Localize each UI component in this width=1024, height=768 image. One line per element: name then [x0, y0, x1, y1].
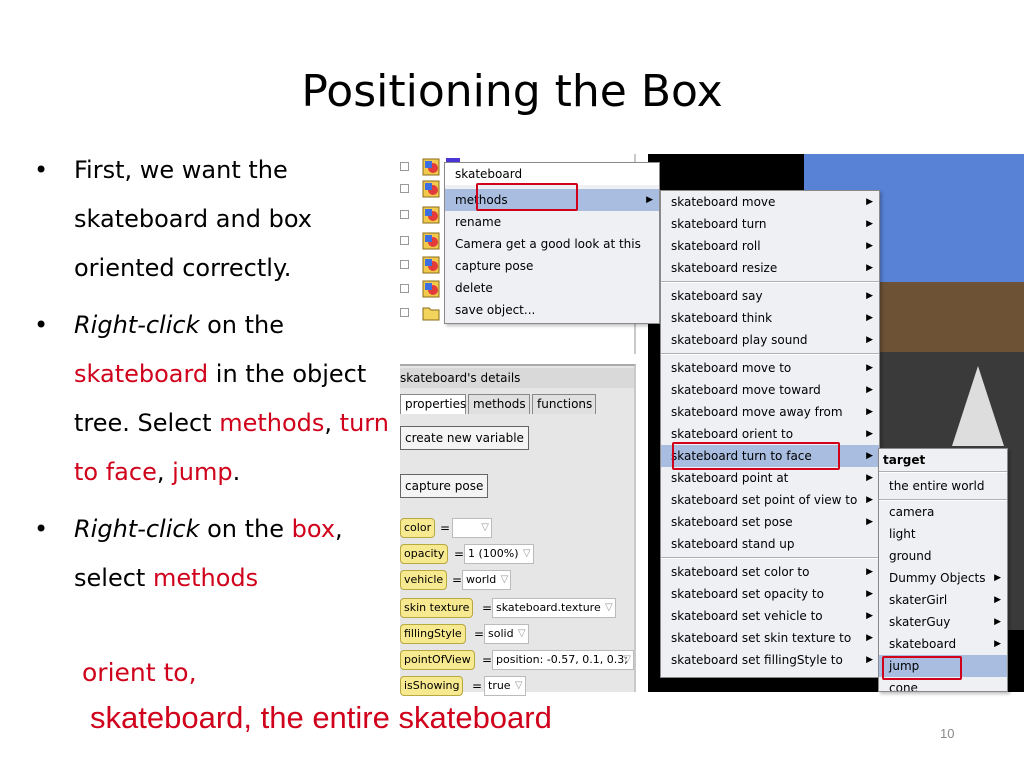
submenu-arrow-icon: ▶ [994, 573, 1001, 583]
method-label: skateboard say [671, 289, 763, 303]
bullet-3-part4: , select [74, 515, 343, 592]
method-item[interactable] [661, 605, 879, 627]
bullet-2-part3: skateboard [74, 360, 209, 388]
tab-methods[interactable]: methods [468, 394, 530, 414]
bullet-dot: • [34, 515, 49, 543]
target-menu-header: target [883, 453, 926, 467]
submenu-arrow-icon: ▶ [866, 451, 873, 461]
submenu-arrow-icon: ▶ [866, 263, 873, 273]
extra-instruction-line1: orient to, [82, 658, 197, 687]
bullet-3 [30, 505, 400, 603]
menu-item-label: methods [455, 193, 508, 207]
submenu-arrow-icon: ▶ [866, 335, 873, 345]
menu-separator [879, 471, 1007, 473]
object-icon [422, 180, 440, 198]
bullet-2-part7: turn to face [74, 409, 389, 486]
equals-sign: = [482, 653, 493, 667]
target-label: skateboard [889, 637, 957, 651]
equals-sign: = [472, 679, 483, 693]
method-item[interactable] [661, 379, 879, 401]
object-icon [422, 280, 440, 298]
method-label: skateboard set color to [671, 565, 810, 579]
method-item[interactable] [661, 467, 879, 489]
submenu-arrow-icon: ▶ [866, 241, 873, 251]
method-label: skateboard turn [671, 217, 767, 231]
method-item[interactable] [661, 533, 879, 555]
color-swatch-dropdown[interactable] [452, 518, 492, 538]
submenu-arrow-icon: ▶ [994, 595, 1001, 605]
method-item[interactable] [661, 191, 879, 213]
target-label: skaterGuy [889, 615, 951, 629]
method-label: skateboard set point of view to [671, 493, 858, 507]
submenu-arrow-icon: ▶ [866, 291, 873, 301]
tab-functions[interactable]: functions [532, 394, 596, 414]
method-label: skateboard move to [671, 361, 792, 375]
method-item[interactable] [661, 235, 879, 257]
object-icon [422, 158, 440, 176]
submenu-arrow-icon: ▶ [866, 197, 873, 207]
collapse-icon[interactable] [400, 260, 409, 269]
target-item[interactable]: cone [889, 681, 918, 692]
collapse-icon[interactable] [400, 284, 409, 293]
method-item[interactable] [661, 627, 879, 649]
method-item[interactable] [661, 329, 879, 351]
target-item-jump[interactable]: jump [879, 655, 1007, 677]
submenu-arrow-icon: ▶ [866, 567, 873, 577]
property-name[interactable]: fillingStyle [400, 624, 466, 644]
methods-highlight-box [476, 183, 578, 211]
collapse-icon[interactable] [400, 210, 409, 219]
method-item[interactable] [661, 649, 879, 671]
details-panel [400, 364, 636, 692]
method-label: skateboard resize [671, 261, 778, 275]
target-item[interactable]: ground [889, 549, 932, 563]
bullet-1-text: First, we want the skateboard and box oriented correctly. [74, 156, 312, 282]
menu-separator [661, 281, 879, 283]
target-item[interactable] [879, 611, 1007, 633]
bullet-2-part5: methods [219, 409, 325, 437]
collapse-icon[interactable] [400, 236, 409, 245]
submenu-arrow-icon: ▶ [866, 589, 873, 599]
method-label: skateboard move away from [671, 405, 843, 419]
target-item[interactable]: light [889, 527, 916, 541]
submenu-arrow-icon: ▶ [994, 639, 1001, 649]
create-new-variable-button[interactable]: create new variable [400, 426, 529, 450]
method-item[interactable] [661, 257, 879, 279]
menu-item-delete[interactable]: delete [455, 281, 493, 295]
target-item[interactable] [879, 589, 1007, 611]
tab-properties[interactable]: properties [400, 394, 466, 414]
object-icon [422, 232, 440, 250]
submenu-arrow-icon: ▶ [866, 611, 873, 621]
bullet-list [30, 146, 400, 611]
property-name[interactable]: opacity [400, 544, 448, 564]
method-label: skateboard think [671, 311, 773, 325]
submenu-arrow-icon: ▶ [866, 473, 873, 483]
equals-sign: = [452, 573, 463, 587]
bullet-2-part2: on the [199, 311, 285, 339]
submenu-arrow-icon: ▶ [866, 219, 873, 229]
method-item[interactable] [661, 401, 879, 423]
property-name[interactable]: skin texture [400, 598, 473, 618]
method-item[interactable] [661, 511, 879, 533]
target-item[interactable]: camera [889, 505, 935, 519]
slide-title: Positioning the Box [301, 66, 723, 117]
menu-item-rename[interactable]: rename [455, 215, 502, 229]
method-label: skateboard set pose [671, 515, 793, 529]
method-label: skateboard set vehicle to [671, 609, 823, 623]
object-icon [422, 206, 440, 224]
menu-separator [661, 353, 879, 355]
collapse-icon[interactable] [400, 308, 409, 317]
context-menu-header: skateboard [445, 163, 659, 185]
bullet-3-part1: Right-click [74, 515, 200, 543]
alice-screenshot [400, 154, 1024, 692]
submenu-arrow-icon: ▶ [866, 495, 873, 505]
submenu-arrow-icon: ▶ [646, 195, 653, 205]
bullet-2-part10: . [232, 458, 241, 486]
method-label: skateboard turn to face [671, 449, 812, 463]
collapse-icon[interactable] [400, 184, 409, 193]
bullet-2-part6: , [324, 409, 340, 437]
menu-separator [661, 557, 879, 559]
property-value-dropdown[interactable]: world ▽ [462, 570, 511, 590]
capture-pose-button[interactable]: capture pose [400, 474, 488, 498]
bullet-3-part2: on the [199, 515, 292, 543]
details-title: skateboard's details [400, 368, 634, 388]
target-item[interactable] [879, 633, 1007, 655]
collapse-icon[interactable] [400, 162, 409, 171]
bullet-2-part4: in the object tree. Select [74, 360, 367, 437]
method-label: skateboard set opacity to [671, 587, 824, 601]
method-item[interactable] [661, 561, 879, 583]
method-label: skateboard stand up [671, 537, 795, 551]
bullet-3-part3: box [291, 515, 336, 543]
method-item[interactable] [661, 489, 879, 511]
method-label: skateboard point at [671, 471, 789, 485]
submenu-arrow-icon: ▶ [866, 429, 873, 439]
method-item[interactable] [661, 583, 879, 605]
property-value-dropdown[interactable]: solid ▽ [484, 624, 529, 644]
submenu-arrow-icon: ▶ [994, 617, 1001, 627]
methods-submenu [660, 190, 880, 678]
submenu-arrow-icon: ▶ [866, 363, 873, 373]
extra-instruction-line2: skateboard, the entire skateboard [90, 700, 552, 735]
submenu-arrow-icon: ▶ [866, 407, 873, 417]
equals-sign: = [454, 547, 465, 561]
bullet-2-part1: Right-click [74, 311, 200, 339]
menu-item-camera-look[interactable]: Camera get a good look at this [455, 237, 641, 251]
method-label: skateboard orient to [671, 427, 794, 441]
method-label: skateboard play sound [671, 333, 808, 347]
bullet-2 [30, 301, 400, 497]
method-item[interactable] [661, 307, 879, 329]
method-label: skateboard set skin texture to [671, 631, 852, 645]
submenu-arrow-icon: ▶ [866, 633, 873, 643]
property-name[interactable]: pointOfView [400, 650, 475, 670]
method-item[interactable] [661, 285, 879, 307]
property-value-dropdown[interactable]: 1 (100%) ▽ [464, 544, 534, 564]
method-item[interactable] [661, 213, 879, 235]
method-label: skateboard roll [671, 239, 761, 253]
property-name[interactable]: color [400, 518, 435, 538]
cone-object [952, 366, 1004, 446]
submenu-arrow-icon: ▶ [866, 517, 873, 527]
folder-icon [422, 304, 440, 322]
property-value-dropdown[interactable]: skateboard.texture ▽ [492, 598, 616, 618]
method-label: skateboard move [671, 195, 776, 209]
property-value-dropdown[interactable]: position: -0.57, 0.1, 0.3; ▽ [492, 650, 634, 670]
equals-sign: = [474, 627, 485, 641]
turn-to-face-highlight-box [672, 442, 840, 470]
bullet-1 [30, 146, 400, 293]
property-name[interactable]: vehicle [400, 570, 447, 590]
bullet-3-part5: methods [152, 564, 259, 592]
jump-highlight-box [882, 656, 962, 680]
menu-item-save-object[interactable]: save object... [455, 303, 536, 317]
target-item-entire-world[interactable]: the entire world [889, 479, 985, 493]
bullet-2-part9: jump [172, 458, 233, 486]
property-name[interactable]: isShowing [400, 676, 463, 696]
method-label: skateboard move toward [671, 383, 821, 397]
equals-sign: = [440, 521, 451, 535]
method-label: skateboard set fillingStyle to [671, 653, 843, 667]
submenu-arrow-icon: ▶ [866, 313, 873, 323]
bullet-2-part8: , [156, 458, 173, 486]
method-item[interactable] [661, 357, 879, 379]
page-number: 10 [940, 726, 955, 741]
bullet-dot: • [34, 311, 49, 339]
target-item[interactable] [879, 567, 1007, 589]
submenu-arrow-icon: ▶ [866, 655, 873, 665]
property-value-dropdown[interactable]: true ▽ [484, 676, 526, 696]
menu-item-capture-pose[interactable]: capture pose [455, 259, 534, 273]
object-icon [422, 256, 440, 274]
equals-sign: = [482, 601, 493, 615]
target-label: skaterGirl [889, 593, 948, 607]
target-label: Dummy Objects [889, 571, 986, 585]
submenu-arrow-icon: ▶ [866, 385, 873, 395]
bullet-dot: • [34, 156, 49, 184]
